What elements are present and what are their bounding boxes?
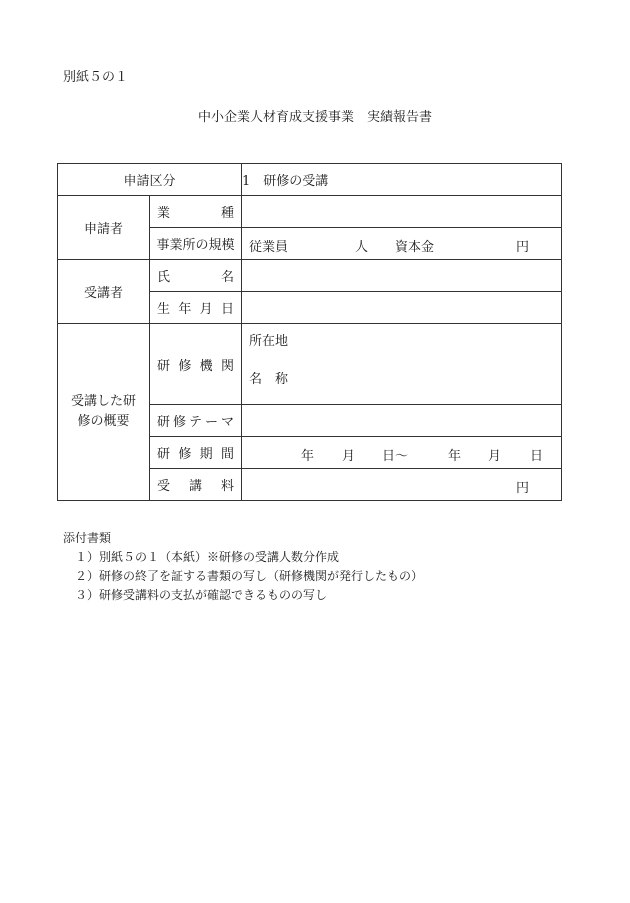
birthdate-label-char: 年 [178,302,192,317]
period-year2: 年 [448,449,462,464]
training-summary-label-line2: 修の概要 [77,414,130,429]
period-label-char: 研 [157,447,171,462]
attachment-item: ３）研修受講料の支払が確認できるものの写し [75,588,328,602]
annex-label: 別紙５の１ [63,70,129,85]
period-label-char: 間 [220,447,234,462]
birthdate-label-char: 月 [199,302,213,317]
institution-label-char: 関 [220,358,234,374]
theme-value[interactable] [242,405,562,437]
industry-value[interactable] [242,196,562,228]
period-day2: 日 [530,449,544,464]
capital-unit: 円 [516,240,530,255]
birthdate-label-char: 日 [220,302,234,317]
employees-label: 従業員 [249,240,289,255]
birthdate-value[interactable] [242,292,562,324]
period-label-char: 期 [199,447,213,462]
industry-label [150,196,242,228]
institution-location-label: 所在地 [249,334,289,349]
trainee-name-label-char: 氏 [157,270,171,285]
applicant-label: 申請者 [58,196,150,260]
fee-label-char: 受 [157,479,171,494]
attachment-item: １）別紙５の１（本紙）※研修の受講人数分作成 [75,550,340,564]
trainee-name-label [150,260,242,292]
employees-unit: 人 [355,240,369,255]
application-category-value: 1 研修の受講 [242,164,562,196]
report-table [57,163,562,501]
row-trainee-name [58,260,562,292]
fee-unit: 円 [516,481,530,496]
fee-label-char: 講 [189,479,203,494]
period-label [150,437,242,469]
attachments-heading: 添付書類 [63,531,112,545]
application-category-label: 申請区分 [58,164,242,196]
industry-label-char: 業 [157,206,171,221]
theme-label-char: マ [221,415,235,430]
row-institution [58,324,562,405]
theme-label-char: テ [189,415,203,430]
trainee-label: 受講者 [58,260,150,324]
birthdate-label-char: 生 [157,302,171,317]
document-title: 中小企業人材育成支援事業 実績報告書 [197,110,432,125]
institution-value[interactable] [242,324,562,405]
theme-label-char: ー [205,415,219,430]
training-summary-label [58,324,150,501]
theme-label [150,405,242,437]
training-summary-label-line1: 受講した研 [70,394,136,409]
period-month2: 月 [488,449,502,464]
birthdate-label [150,292,242,324]
industry-label-char: 種 [221,206,235,221]
capital-label: 資本金 [395,240,435,255]
scale-label: 事業所の規模 [150,228,242,260]
scale-value[interactable] [242,228,562,260]
institution-label-char: 研 [157,358,171,374]
period-year: 年 [301,449,315,464]
fee-label [150,469,242,501]
theme-label-char: 研 [157,415,171,430]
fee-label-char: 料 [221,479,235,494]
institution-label-char: 機 [199,358,213,374]
attachment-item: ２）研修の終了を証する書類の写し（研修機関が発行したもの） [75,569,424,583]
attachments-section [63,529,423,605]
trainee-name-value[interactable] [242,260,562,292]
institution-name-label: 名 称 [249,372,289,387]
row-application-category [58,164,562,196]
institution-label-char: 修 [178,358,192,374]
trainee-name-label-char: 名 [221,270,235,285]
institution-label [150,324,242,405]
theme-label-char: 修 [173,415,187,430]
period-label-char: 修 [178,447,192,462]
period-value[interactable] [242,437,562,469]
period-day-from: 日～ [382,449,409,464]
row-industry [58,196,562,228]
period-month: 月 [342,449,356,464]
fee-value[interactable] [242,469,562,501]
